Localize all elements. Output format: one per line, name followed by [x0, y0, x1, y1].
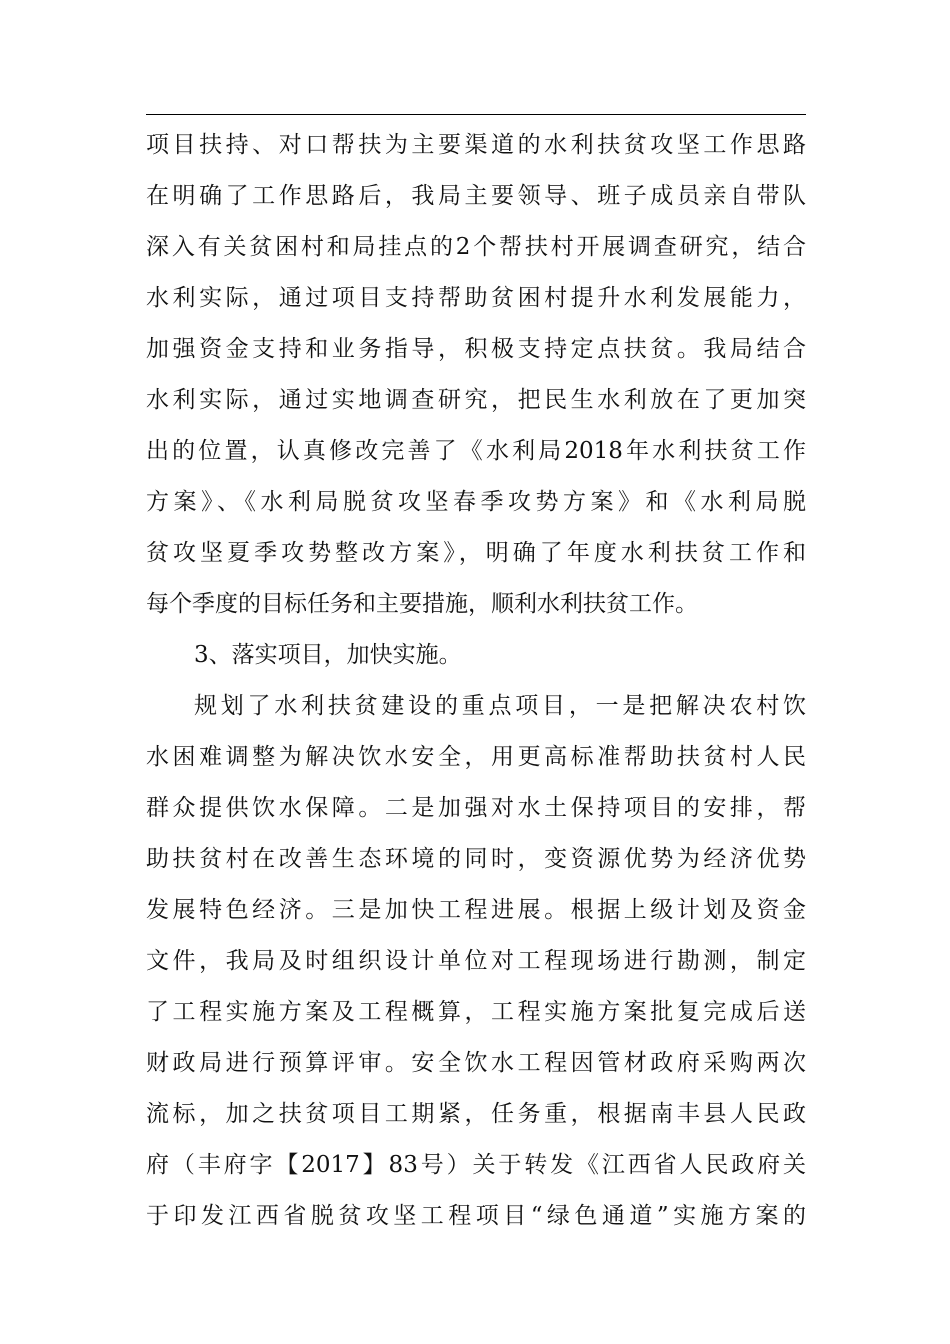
- paragraph-line: 贫攻坚夏季攻势整改方案》，明确了年度水利扶贫工作和: [146, 540, 806, 566]
- document-body: [146, 120, 806, 1242]
- paragraph-line: 在明确了工作思路后，我局主要领导、班子成员亲自带队: [146, 183, 806, 209]
- section-heading: 3、落实项目，加快实施。: [194, 642, 462, 668]
- paragraph-line: 出的位置，认真修改完善了《水利局2018年水利扶贫工作: [146, 438, 806, 464]
- paragraph-line: 项目扶持、对口帮扶为主要渠道的水利扶贫攻坚工作思路: [146, 132, 806, 158]
- paragraph-line: 于印发江西省脱贫攻坚工程项目“绿色通道”实施方案的: [146, 1203, 806, 1229]
- paragraph-line: 助扶贫村在改善生态环境的同时，变资源优势为经济优势: [146, 846, 806, 872]
- paragraph-line: 方案》、《水利局脱贫攻坚春季攻势方案》和《水利局脱: [146, 489, 806, 515]
- paragraph-line: 水利实际，通过项目支持帮助贫困村提升水利发展能力，: [146, 285, 806, 311]
- paragraph-line: 加强资金支持和业务指导，积极支持定点扶贫。我局结合: [146, 336, 806, 362]
- paragraph-line: 每个季度的目标任务和主要措施，顺利水利扶贫工作。: [146, 591, 698, 617]
- paragraph-line: 府（丰府字【2017】83号）关于转发《江西省人民政府关: [146, 1152, 806, 1178]
- paragraph-line: 财政局进行预算评审。安全饮水工程因管材政府采购两次: [146, 1050, 806, 1076]
- paragraph-line: 群众提供饮水保障。二是加强对水土保持项目的安排，帮: [146, 795, 806, 821]
- paragraph-line: 发展特色经济。三是加快工程进展。根据上级计划及资金: [146, 897, 806, 923]
- paragraph-line: 流标，加之扶贫项目工期紧，任务重，根据南丰县人民政: [146, 1101, 806, 1127]
- paragraph-line: 规划了水利扶贫建设的重点项目，一是把解决农村饮: [194, 693, 806, 719]
- paragraph-line: 水利实际，通过实地调查研究，把民生水利放在了更加突: [146, 387, 806, 413]
- header-rule: [146, 114, 806, 115]
- paragraph-line: 深入有关贫困村和局挂点的2个帮扶村开展调查研究，结合: [146, 234, 806, 260]
- paragraph-line: 文件，我局及时组织设计单位对工程现场进行勘测，制定: [146, 948, 806, 974]
- paragraph-line: 了工程实施方案及工程概算，工程实施方案批复完成后送: [146, 999, 806, 1025]
- paragraph-line: 水困难调整为解决饮水安全，用更高标准帮助扶贫村人民: [146, 744, 806, 770]
